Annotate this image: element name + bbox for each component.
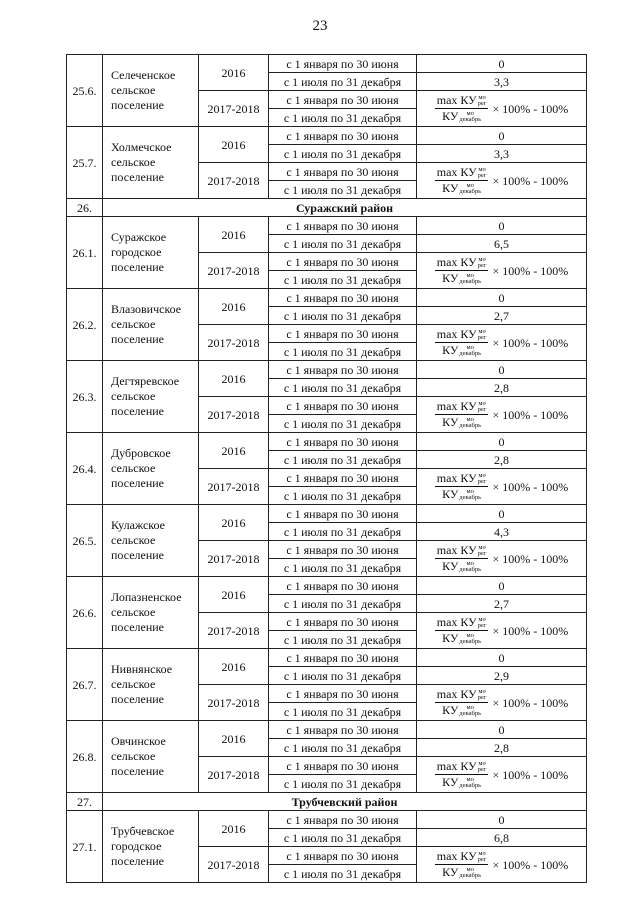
settlement-name: Селеченское сельское поселение xyxy=(103,55,199,127)
formula-denominator xyxy=(440,703,483,717)
settlement-row xyxy=(67,217,587,235)
formula-subscript: рег xyxy=(477,262,487,269)
period-cell: с 1 июля по 31 декабря xyxy=(269,559,417,577)
formula-superscript: мо xyxy=(478,760,486,767)
formula-denominator xyxy=(440,559,483,573)
value-cell: 2,7 xyxy=(417,595,587,613)
period-cell: с 1 января по 30 июня xyxy=(269,325,417,343)
period-cell: с 1 января по 30 июня xyxy=(269,289,417,307)
formula-denominator-indices xyxy=(459,111,481,123)
period-cell: с 1 июля по 31 декабря xyxy=(269,523,417,541)
formula-cell xyxy=(417,757,587,793)
period-cell: с 1 января по 30 июня xyxy=(269,91,417,109)
formula-denominator-text: КУ xyxy=(442,703,459,717)
formula xyxy=(435,616,569,646)
formula-denominator-text: КУ xyxy=(442,181,459,195)
period-cell: с 1 января по 30 июня xyxy=(269,433,417,451)
formula-numerator xyxy=(435,850,489,865)
formula-cell xyxy=(417,541,587,577)
formula-fraction xyxy=(435,544,489,574)
year-cell: 2016 xyxy=(199,127,269,163)
formula-superscript: мо xyxy=(466,560,474,568)
year-cell: 2016 xyxy=(199,721,269,757)
period-cell: с 1 июля по 31 декабря xyxy=(269,271,417,289)
formula-superscript: мо xyxy=(466,416,474,424)
formula-denominator-indices xyxy=(459,561,481,573)
formula-fraction xyxy=(435,472,489,502)
period-cell: с 1 января по 30 июня xyxy=(269,541,417,559)
period-cell: с 1 июля по 31 декабря xyxy=(269,181,417,199)
settlement-row xyxy=(67,721,587,739)
formula-subscript: декабрь xyxy=(459,566,482,574)
formula-cell xyxy=(417,469,587,505)
row-number: 27. xyxy=(67,793,103,811)
formula-subscript: рег xyxy=(477,100,487,107)
row-number: 25.7. xyxy=(67,127,103,199)
formula-superscript: мо xyxy=(478,688,486,695)
formula-fraction xyxy=(435,400,489,430)
formula-fraction xyxy=(435,328,489,358)
formula-denominator xyxy=(440,181,483,195)
value-cell: 6,5 xyxy=(417,235,587,253)
formula xyxy=(435,328,569,358)
formula-numerator xyxy=(435,328,489,343)
year-cell: 2017-2018 xyxy=(199,685,269,721)
period-cell: с 1 января по 30 июня xyxy=(269,55,417,73)
formula-numerator xyxy=(435,688,489,703)
year-cell: 2016 xyxy=(199,649,269,685)
tariff-table-body xyxy=(67,55,587,883)
year-cell: 2017-2018 xyxy=(199,91,269,127)
formula-denominator-indices xyxy=(459,705,481,717)
formula-numerator-text: max КУ xyxy=(436,398,477,413)
formula-superscript: мо xyxy=(478,256,486,263)
formula xyxy=(435,472,569,502)
formula-subscript: рег xyxy=(477,334,487,341)
formula-subscript: декабрь xyxy=(459,638,482,646)
row-number: 26.2. xyxy=(67,289,103,361)
period-cell: с 1 января по 30 июня xyxy=(269,577,417,595)
period-cell: с 1 января по 30 июня xyxy=(269,127,417,145)
formula-superscript: мо xyxy=(466,776,474,784)
period-cell: с 1 июля по 31 декабря xyxy=(269,775,417,793)
formula-numerator xyxy=(435,256,489,271)
settlement-row xyxy=(67,577,587,595)
settlement-name: Холмечское сельское поселение xyxy=(103,127,199,199)
year-cell: 2017-2018 xyxy=(199,613,269,649)
formula-numerator-text: max КУ xyxy=(436,92,477,107)
value-cell: 0 xyxy=(417,217,587,235)
formula-cell xyxy=(417,397,587,433)
formula-numerator-indices xyxy=(478,95,487,107)
value-cell: 0 xyxy=(417,505,587,523)
period-cell: с 1 января по 30 июня xyxy=(269,811,417,829)
formula-denominator-text: КУ xyxy=(442,775,459,789)
value-cell: 4,3 xyxy=(417,523,587,541)
period-cell: с 1 января по 30 июня xyxy=(269,469,417,487)
formula-numerator xyxy=(435,616,489,631)
formula-numerator-indices xyxy=(478,761,487,773)
value-cell: 0 xyxy=(417,55,587,73)
formula-fraction xyxy=(435,94,489,124)
period-cell: с 1 июля по 31 декабря xyxy=(269,415,417,433)
value-cell: 3,3 xyxy=(417,73,587,91)
formula-tail: × 100% - 100% xyxy=(492,479,569,494)
formula-denominator-indices xyxy=(459,345,481,357)
formula-subscript: рег xyxy=(477,694,487,701)
formula-fraction xyxy=(435,256,489,286)
row-number: 26.5. xyxy=(67,505,103,577)
district-name: Трубчевский район xyxy=(103,793,587,811)
period-cell: с 1 июля по 31 декабря xyxy=(269,739,417,757)
settlement-row xyxy=(67,127,587,145)
period-cell: с 1 января по 30 июня xyxy=(269,847,417,865)
formula-subscript: рег xyxy=(477,172,487,179)
formula-numerator-text: max КУ xyxy=(436,542,477,557)
formula-superscript: мо xyxy=(466,488,474,496)
period-cell: с 1 января по 30 июня xyxy=(269,163,417,181)
formula-numerator-indices xyxy=(478,689,487,701)
formula-numerator-indices xyxy=(478,401,487,413)
settlement-row xyxy=(67,289,587,307)
formula-numerator xyxy=(435,472,489,487)
settlement-row xyxy=(67,505,587,523)
settlement-name: Влазовичское сельское поселение xyxy=(103,289,199,361)
formula-superscript: мо xyxy=(478,400,486,407)
district-row xyxy=(67,793,587,811)
year-cell: 2016 xyxy=(199,433,269,469)
formula-denominator xyxy=(440,109,483,123)
formula-subscript: декабрь xyxy=(459,710,482,718)
formula-cell xyxy=(417,91,587,127)
formula-subscript: рег xyxy=(477,550,487,557)
value-cell: 2,8 xyxy=(417,379,587,397)
period-cell: с 1 января по 30 июня xyxy=(269,721,417,739)
formula-denominator-text: КУ xyxy=(442,631,459,645)
year-cell: 2017-2018 xyxy=(199,253,269,289)
period-cell: с 1 июля по 31 декабря xyxy=(269,865,417,883)
formula-subscript: декабрь xyxy=(459,116,482,124)
formula-denominator-text: КУ xyxy=(442,559,459,573)
formula-superscript: мо xyxy=(466,110,474,118)
formula-superscript: мо xyxy=(466,704,474,712)
settlement-row xyxy=(67,361,587,379)
formula-subscript: декабрь xyxy=(459,350,482,358)
settlement-name: Суражское городское поселение xyxy=(103,217,199,289)
settlement-row xyxy=(67,433,587,451)
formula-tail: × 100% - 100% xyxy=(492,857,569,872)
period-cell: с 1 января по 30 июня xyxy=(269,217,417,235)
formula-numerator-indices xyxy=(478,545,487,557)
settlement-name: Овчинское сельское поселение xyxy=(103,721,199,793)
formula-numerator-indices xyxy=(478,473,487,485)
formula-superscript: мо xyxy=(478,616,486,623)
formula-denominator xyxy=(440,487,483,501)
formula-tail: × 100% - 100% xyxy=(492,407,569,422)
formula-denominator-indices xyxy=(459,417,481,429)
period-cell: с 1 июля по 31 декабря xyxy=(269,667,417,685)
formula-numerator-text: max КУ xyxy=(436,848,477,863)
row-number: 26.6. xyxy=(67,577,103,649)
value-cell: 0 xyxy=(417,433,587,451)
settlement-row xyxy=(67,811,587,829)
row-number: 25.6. xyxy=(67,55,103,127)
value-cell: 2,9 xyxy=(417,667,587,685)
year-cell: 2016 xyxy=(199,505,269,541)
period-cell: с 1 января по 30 июня xyxy=(269,397,417,415)
formula-subscript: декабрь xyxy=(459,494,482,502)
formula-subscript: декабрь xyxy=(459,782,482,790)
formula-numerator-indices xyxy=(478,329,487,341)
formula-subscript: декабрь xyxy=(459,872,482,880)
formula-subscript: рег xyxy=(477,406,487,413)
period-cell: с 1 июля по 31 декабря xyxy=(269,343,417,361)
period-cell: с 1 июля по 31 декабря xyxy=(269,235,417,253)
year-cell: 2017-2018 xyxy=(199,847,269,883)
formula-denominator xyxy=(440,343,483,357)
row-number: 26.4. xyxy=(67,433,103,505)
formula-numerator-indices xyxy=(478,851,487,863)
year-cell: 2016 xyxy=(199,577,269,613)
year-cell: 2016 xyxy=(199,55,269,91)
formula-tail: × 100% - 100% xyxy=(492,263,569,278)
row-number: 26. xyxy=(67,199,103,217)
formula-superscript: мо xyxy=(478,166,486,173)
formula-superscript: мо xyxy=(466,272,474,280)
formula-denominator-text: КУ xyxy=(442,865,459,879)
settlement-row xyxy=(67,55,587,73)
period-cell: с 1 января по 30 июня xyxy=(269,685,417,703)
row-number: 26.3. xyxy=(67,361,103,433)
formula-denominator-text: КУ xyxy=(442,343,459,357)
formula xyxy=(435,94,569,124)
formula-denominator xyxy=(440,775,483,789)
formula-fraction xyxy=(435,166,489,196)
formula-superscript: мо xyxy=(478,328,486,335)
value-cell: 2,8 xyxy=(417,739,587,757)
period-cell: с 1 июля по 31 декабря xyxy=(269,631,417,649)
formula-subscript: декабрь xyxy=(459,188,482,196)
period-cell: с 1 января по 30 июня xyxy=(269,757,417,775)
formula-denominator xyxy=(440,631,483,645)
formula-denominator-indices xyxy=(459,273,481,285)
formula-superscript: мо xyxy=(466,632,474,640)
formula-tail: × 100% - 100% xyxy=(492,101,569,116)
period-cell: с 1 июля по 31 декабря xyxy=(269,829,417,847)
formula-superscript: мо xyxy=(466,866,474,874)
value-cell: 0 xyxy=(417,289,587,307)
settlement-name: Трубчевское городское поселение xyxy=(103,811,199,883)
formula-numerator-indices xyxy=(478,617,487,629)
settlement-name: Нивнянское сельское поселение xyxy=(103,649,199,721)
formula-superscript: мо xyxy=(478,472,486,479)
year-cell: 2017-2018 xyxy=(199,163,269,199)
value-cell: 0 xyxy=(417,361,587,379)
formula-cell xyxy=(417,613,587,649)
formula-numerator xyxy=(435,760,489,775)
formula-denominator-indices xyxy=(459,183,481,195)
period-cell: с 1 июля по 31 декабря xyxy=(269,451,417,469)
year-cell: 2017-2018 xyxy=(199,325,269,361)
value-cell: 6,8 xyxy=(417,829,587,847)
formula-numerator-indices xyxy=(478,257,487,269)
formula-numerator xyxy=(435,94,489,109)
formula-tail: × 100% - 100% xyxy=(492,173,569,188)
value-cell: 3,3 xyxy=(417,145,587,163)
period-cell: с 1 января по 30 июня xyxy=(269,253,417,271)
year-cell: 2017-2018 xyxy=(199,541,269,577)
formula-subscript: рег xyxy=(477,622,487,629)
settlement-name: Лопазненское сельское поселение xyxy=(103,577,199,649)
formula-subscript: рег xyxy=(477,766,487,773)
formula-subscript: декабрь xyxy=(459,278,482,286)
formula-superscript: мо xyxy=(478,94,486,101)
formula xyxy=(435,544,569,574)
year-cell: 2016 xyxy=(199,811,269,847)
formula-numerator-text: max КУ xyxy=(436,686,477,701)
formula-numerator-text: max КУ xyxy=(436,470,477,485)
year-cell: 2017-2018 xyxy=(199,757,269,793)
formula-fraction xyxy=(435,760,489,790)
formula-tail: × 100% - 100% xyxy=(492,695,569,710)
district-name: Суражский район xyxy=(103,199,587,217)
formula-denominator-indices xyxy=(459,633,481,645)
formula-denominator xyxy=(440,271,483,285)
formula-tail: × 100% - 100% xyxy=(492,335,569,350)
formula xyxy=(435,760,569,790)
value-cell: 0 xyxy=(417,811,587,829)
formula-numerator-text: max КУ xyxy=(436,326,477,341)
formula-cell xyxy=(417,685,587,721)
row-number: 27.1. xyxy=(67,811,103,883)
period-cell: с 1 июля по 31 декабря xyxy=(269,487,417,505)
formula-denominator-text: КУ xyxy=(442,109,459,123)
formula-fraction xyxy=(435,616,489,646)
formula xyxy=(435,850,569,880)
settlement-row xyxy=(67,649,587,667)
period-cell: с 1 июля по 31 декабря xyxy=(269,145,417,163)
formula-superscript: мо xyxy=(466,182,474,190)
settlement-name: Дубровское сельское поселение xyxy=(103,433,199,505)
formula-fraction xyxy=(435,688,489,718)
formula-superscript: мо xyxy=(478,850,486,857)
period-cell: с 1 января по 30 июня xyxy=(269,649,417,667)
period-cell: с 1 июля по 31 декабря xyxy=(269,595,417,613)
formula xyxy=(435,166,569,196)
value-cell: 2,8 xyxy=(417,451,587,469)
period-cell: с 1 июля по 31 декабря xyxy=(269,703,417,721)
formula-cell xyxy=(417,253,587,289)
formula-numerator-text: max КУ xyxy=(436,758,477,773)
period-cell: с 1 января по 30 июня xyxy=(269,505,417,523)
formula xyxy=(435,688,569,718)
formula-denominator-text: КУ xyxy=(442,271,459,285)
formula xyxy=(435,400,569,430)
settlement-name: Дегтяревское сельское поселение xyxy=(103,361,199,433)
period-cell: с 1 июля по 31 декабря xyxy=(269,73,417,91)
formula-superscript: мо xyxy=(466,344,474,352)
page-number: 23 xyxy=(312,18,328,34)
formula-numerator-text: max КУ xyxy=(436,164,477,179)
value-cell: 0 xyxy=(417,649,587,667)
formula-cell xyxy=(417,163,587,199)
year-cell: 2017-2018 xyxy=(199,469,269,505)
formula-subscript: рег xyxy=(477,478,487,485)
formula-cell xyxy=(417,847,587,883)
formula-subscript: декабрь xyxy=(459,422,482,430)
formula-numerator xyxy=(435,544,489,559)
formula-numerator xyxy=(435,400,489,415)
period-cell: с 1 июля по 31 декабря xyxy=(269,307,417,325)
row-number: 26.8. xyxy=(67,721,103,793)
value-cell: 0 xyxy=(417,577,587,595)
formula-numerator-text: max КУ xyxy=(436,614,477,629)
settlement-name: Кулажское сельское поселение xyxy=(103,505,199,577)
formula-denominator xyxy=(440,415,483,429)
value-cell: 2,7 xyxy=(417,307,587,325)
formula-subscript: рег xyxy=(477,856,487,863)
period-cell: с 1 июля по 31 декабря xyxy=(269,109,417,127)
period-cell: с 1 января по 30 июня xyxy=(269,361,417,379)
formula-superscript: мо xyxy=(478,544,486,551)
formula-denominator-text: КУ xyxy=(442,487,459,501)
formula-numerator-indices xyxy=(478,167,487,179)
formula xyxy=(435,256,569,286)
formula-numerator xyxy=(435,166,489,181)
formula-tail: × 100% - 100% xyxy=(492,623,569,638)
formula-denominator xyxy=(440,865,483,879)
formula-tail: × 100% - 100% xyxy=(492,767,569,782)
value-cell: 0 xyxy=(417,127,587,145)
year-cell: 2016 xyxy=(199,289,269,325)
formula-denominator-indices xyxy=(459,867,481,879)
formula-denominator-text: КУ xyxy=(442,415,459,429)
row-number: 26.1. xyxy=(67,217,103,289)
formula-numerator-text: max КУ xyxy=(436,254,477,269)
formula-denominator-indices xyxy=(459,489,481,501)
formula-tail: × 100% - 100% xyxy=(492,551,569,566)
formula-fraction xyxy=(435,850,489,880)
formula-cell xyxy=(417,325,587,361)
period-cell: с 1 января по 30 июня xyxy=(269,613,417,631)
row-number: 26.7. xyxy=(67,649,103,721)
value-cell: 0 xyxy=(417,721,587,739)
formula-denominator-indices xyxy=(459,777,481,789)
year-cell: 2016 xyxy=(199,217,269,253)
district-row xyxy=(67,199,587,217)
period-cell: с 1 июля по 31 декабря xyxy=(269,379,417,397)
year-cell: 2017-2018 xyxy=(199,397,269,433)
year-cell: 2016 xyxy=(199,361,269,397)
tariff-table xyxy=(66,54,587,883)
